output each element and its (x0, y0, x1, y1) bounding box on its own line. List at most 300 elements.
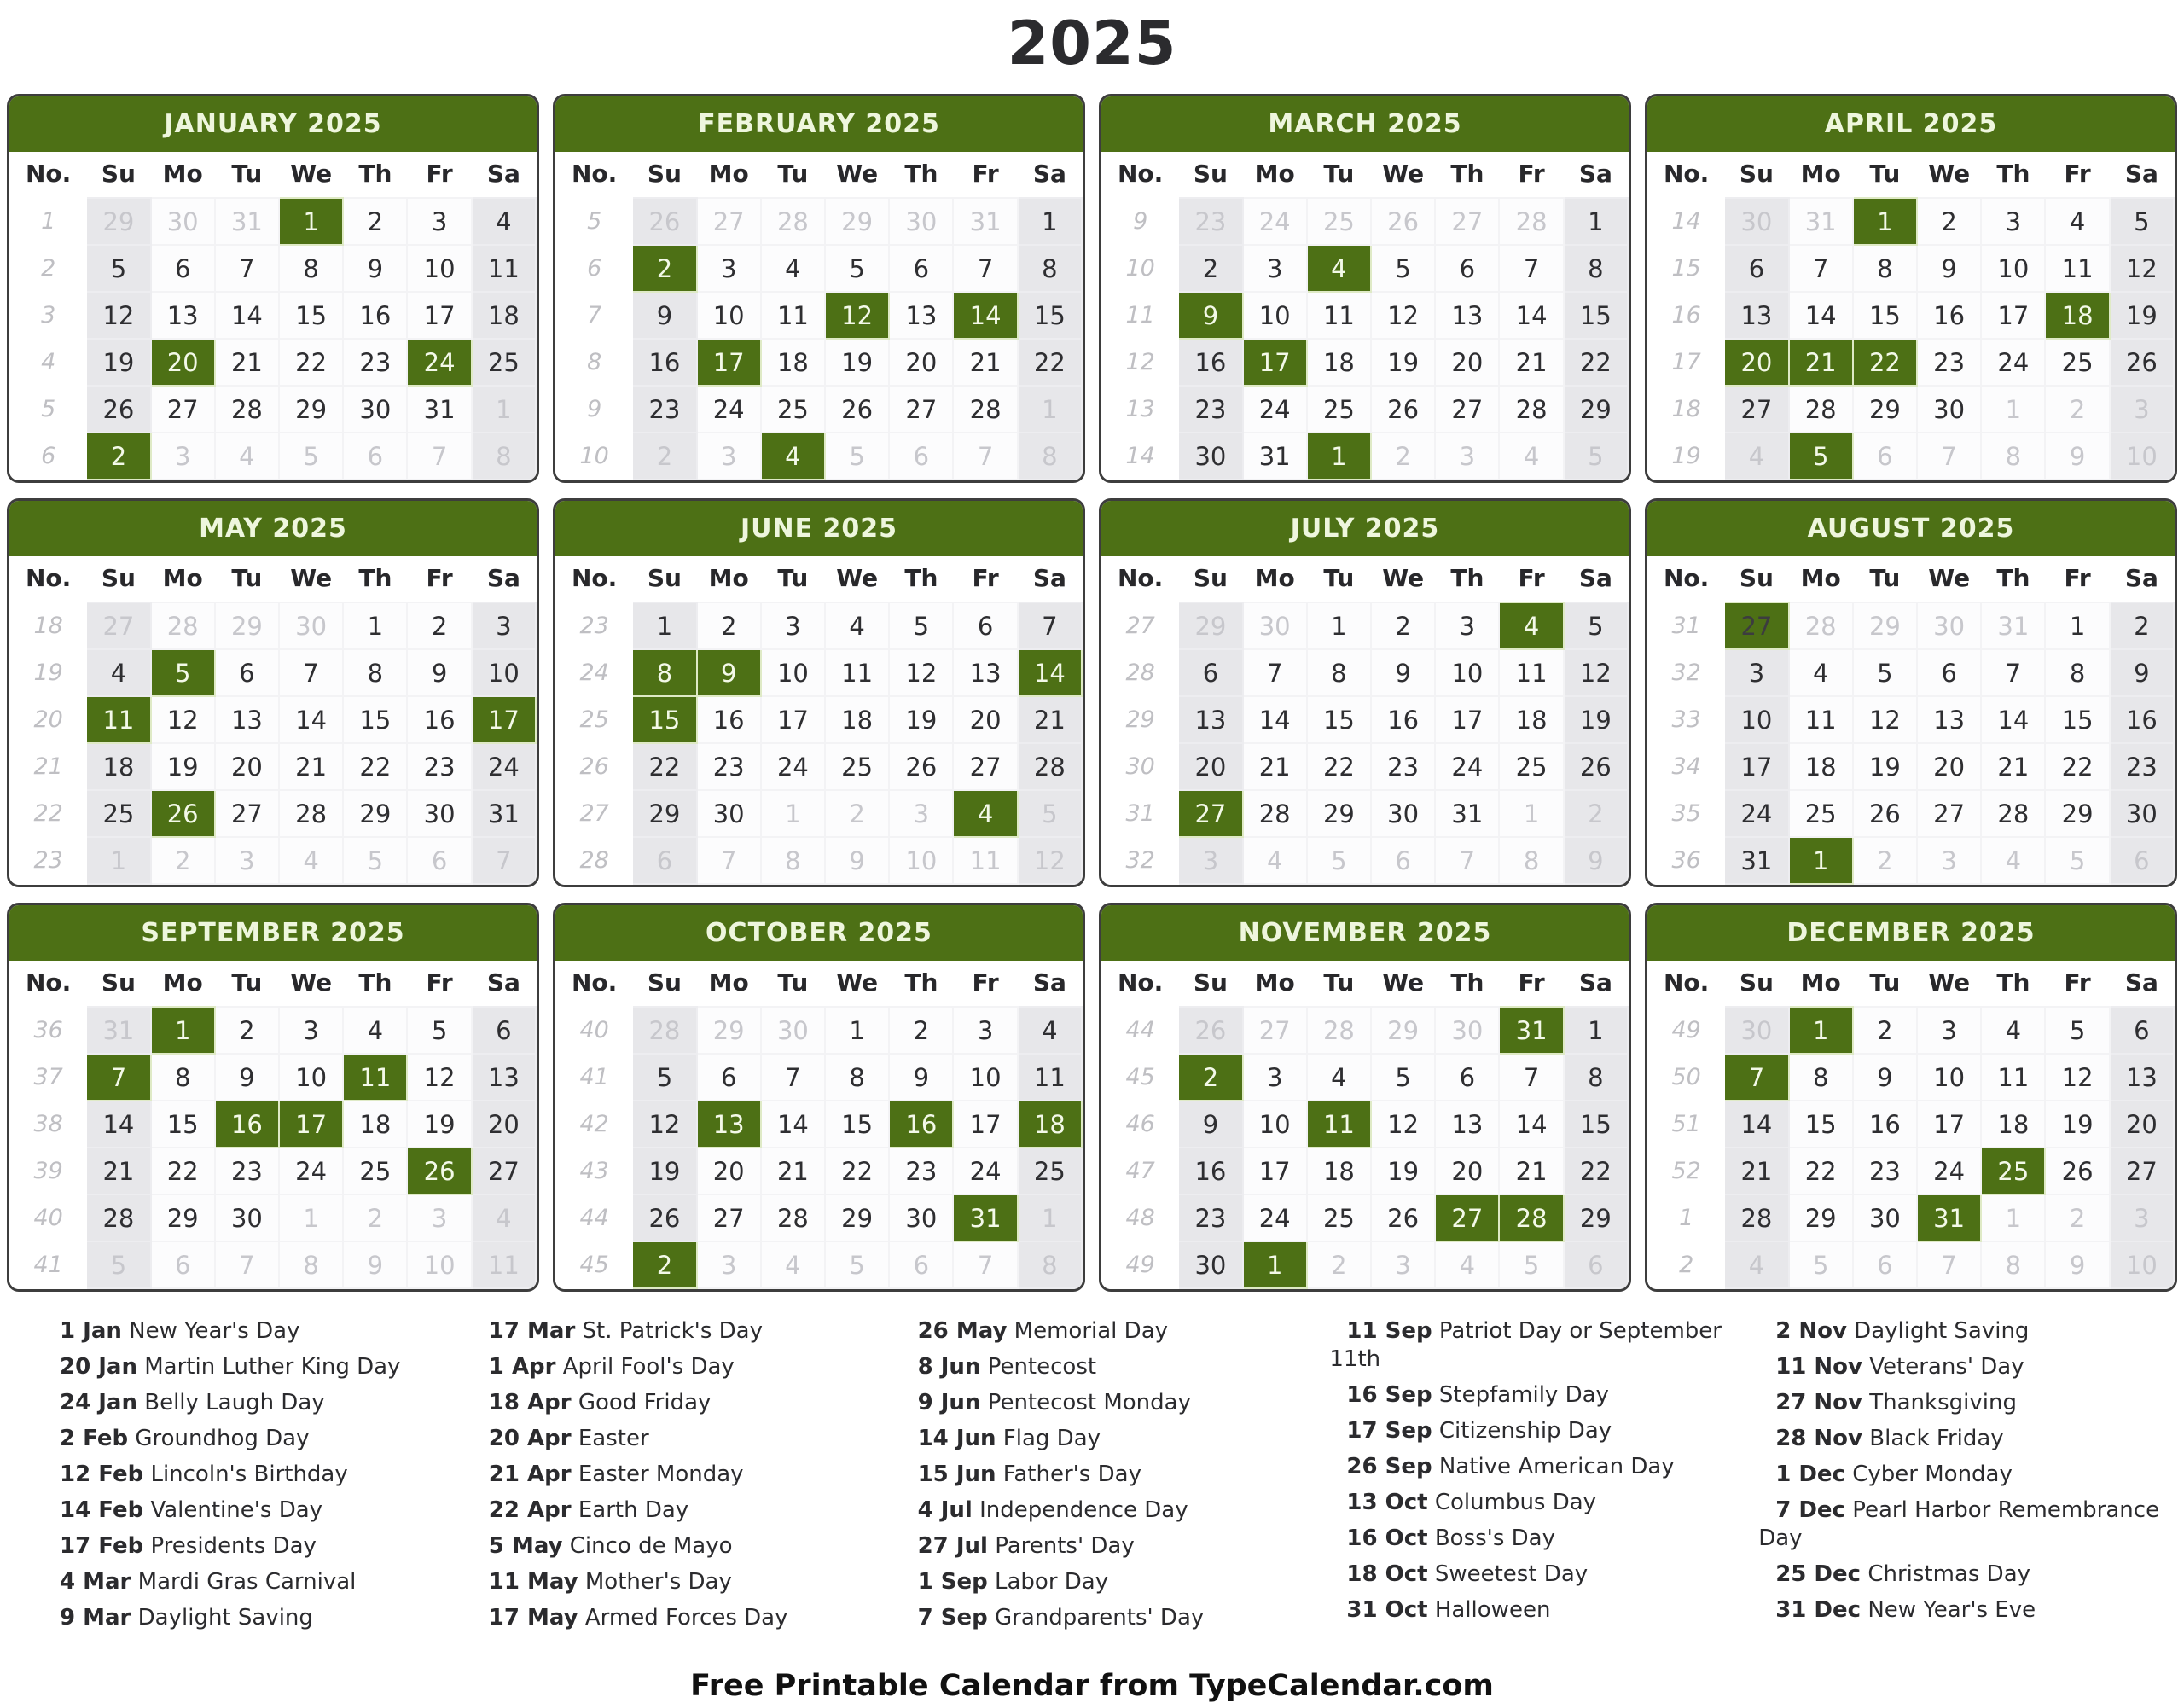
day-cell: 7 (697, 837, 761, 884)
day-header-sa: Sa (472, 556, 536, 602)
day-cell: 16 (2110, 696, 2174, 743)
day-cell: 12 (2110, 245, 2174, 292)
day-cell: 6 (1724, 245, 1788, 292)
day-cell: 3 (1243, 245, 1307, 292)
week-number: 52 (1648, 1148, 1724, 1194)
week-row (1102, 245, 1628, 292)
day-cell: 8 (151, 1054, 215, 1101)
day-cell: 6 (407, 837, 471, 884)
day-header-sa: Sa (1564, 152, 1628, 198)
day-cell: 19 (151, 743, 215, 790)
day-cell: 26 (86, 386, 150, 433)
day-header-th: Th (1981, 556, 2045, 602)
day-cell: 26 (1371, 386, 1435, 433)
day-cell: 6 (889, 433, 953, 480)
day-cell: 4 (2045, 198, 2109, 245)
day-cell: 8 (2045, 649, 2109, 696)
holiday-date: 14 Jun (917, 1426, 996, 1452)
day-cell: 2 (2045, 386, 2109, 433)
day-header-mo: Mo (697, 152, 761, 198)
week-row (10, 245, 536, 292)
day-cell: 15 (2045, 696, 2109, 743)
day-header-we: We (279, 961, 343, 1007)
day-cell: 10 (1243, 1101, 1307, 1148)
holiday-item (901, 1568, 1310, 1596)
day-cell: 20 (1178, 743, 1242, 790)
holiday-date: 1 Apr (488, 1354, 556, 1380)
day-header-sa: Sa (2110, 556, 2174, 602)
holiday-name: Christmas Day (1867, 1561, 2031, 1588)
week-number: 41 (10, 1241, 86, 1288)
week-row (1102, 339, 1628, 386)
day-cell-holiday: 18 (1018, 1101, 1082, 1148)
week-number: 23 (10, 837, 86, 884)
holiday-name: Parents' Day (995, 1533, 1135, 1560)
week-row (1102, 837, 1628, 884)
holiday-item (43, 1353, 451, 1381)
week-number: 17 (1648, 339, 1724, 386)
day-cell: 21 (215, 339, 279, 386)
day-cell: 13 (2110, 1054, 2174, 1101)
week-number: 12 (1102, 339, 1178, 386)
day-cell: 1 (1018, 198, 1082, 245)
holiday-date: 4 Jul (917, 1497, 973, 1524)
day-header-th: Th (1435, 152, 1499, 198)
day-cell: 30 (1371, 790, 1435, 837)
week-number-header: No. (556, 961, 632, 1007)
day-cell-holiday: 2 (86, 433, 150, 480)
day-cell: 1 (2045, 602, 2109, 649)
week-row (10, 743, 536, 790)
day-cell: 11 (1981, 1054, 2045, 1101)
week-number: 10 (1102, 245, 1178, 292)
week-row (1648, 837, 2174, 884)
day-header-row (556, 152, 1082, 198)
holiday-name: Columbus Day (1434, 1490, 1597, 1516)
day-cell: 13 (1178, 696, 1242, 743)
day-header-row (10, 152, 536, 198)
holiday-name: Black Friday (1869, 1426, 2004, 1452)
day-header-th: Th (1435, 961, 1499, 1007)
day-cell: 3 (407, 198, 471, 245)
day-cell: 4 (1981, 1007, 2045, 1054)
holiday-date: 17 Sep (1346, 1418, 1432, 1444)
day-header-mo: Mo (1789, 556, 1853, 602)
day-cell: 20 (1435, 1148, 1499, 1194)
day-cell: 29 (343, 790, 407, 837)
week-number: 30 (1102, 743, 1178, 790)
day-cell: 8 (279, 245, 343, 292)
day-cell: 7 (215, 1241, 279, 1288)
day-cell: 15 (1307, 696, 1371, 743)
day-cell: 19 (1564, 696, 1628, 743)
week-number: 5 (10, 386, 86, 433)
week-number: 7 (556, 292, 632, 339)
day-cell: 30 (407, 790, 471, 837)
day-cell: 14 (761, 1101, 825, 1148)
day-cell: 10 (1724, 696, 1788, 743)
day-header-tu: Tu (1307, 961, 1371, 1007)
day-cell: 27 (2110, 1148, 2174, 1194)
day-cell: 5 (1499, 1241, 1563, 1288)
day-cell: 26 (632, 198, 696, 245)
day-cell: 5 (2045, 837, 2109, 884)
week-row (556, 1054, 1082, 1101)
day-cell: 3 (472, 602, 536, 649)
day-cell-holiday: 16 (215, 1101, 279, 1148)
week-number: 11 (1102, 292, 1178, 339)
week-row (1648, 696, 2174, 743)
holiday-item (43, 1317, 451, 1346)
week-row (556, 743, 1082, 790)
day-cell: 28 (86, 1194, 150, 1241)
day-cell: 27 (1724, 386, 1788, 433)
day-cell-holiday: 14 (1018, 649, 1082, 696)
week-row (1102, 1007, 1628, 1054)
week-row (1102, 1054, 1628, 1101)
week-number: 50 (1648, 1054, 1724, 1101)
day-cell-holiday: 26 (151, 790, 215, 837)
day-cell: 9 (1564, 837, 1628, 884)
day-cell: 4 (472, 1194, 536, 1241)
day-cell: 10 (1435, 649, 1499, 696)
holiday-item (901, 1532, 1310, 1561)
week-number-header: No. (1102, 961, 1178, 1007)
day-cell: 7 (215, 245, 279, 292)
holiday-item (472, 1532, 880, 1561)
week-number-header: No. (1102, 556, 1178, 602)
month-panel-june (553, 498, 1085, 887)
day-cell: 8 (825, 1054, 889, 1101)
day-cell: 9 (632, 292, 696, 339)
day-cell: 23 (1917, 339, 1981, 386)
day-cell: 23 (1178, 198, 1242, 245)
day-cell: 17 (1981, 292, 2045, 339)
holiday-item (1758, 1353, 2167, 1381)
day-cell: 4 (1724, 1241, 1788, 1288)
day-header-row (1102, 961, 1628, 1007)
day-cell-holiday: 2 (632, 1241, 696, 1288)
week-number: 45 (556, 1241, 632, 1288)
week-row (556, 1007, 1082, 1054)
day-cell-holiday: 11 (1307, 1101, 1371, 1148)
day-cell: 6 (472, 1007, 536, 1054)
day-header-tu: Tu (761, 961, 825, 1007)
holiday-name: Belly Laugh Day (144, 1390, 325, 1416)
week-row (1648, 649, 2174, 696)
day-cell: 2 (215, 1007, 279, 1054)
month-panel-september (7, 903, 539, 1292)
day-cell: 22 (1564, 1148, 1628, 1194)
day-cell: 25 (825, 743, 889, 790)
holiday-date: 12 Feb (60, 1462, 144, 1488)
day-header-th: Th (889, 556, 953, 602)
day-cell: 24 (761, 743, 825, 790)
day-cell: 29 (1789, 1194, 1853, 1241)
day-header-sa: Sa (1564, 556, 1628, 602)
day-cell: 2 (1307, 1241, 1371, 1288)
day-cell: 18 (1307, 339, 1371, 386)
day-cell: 26 (889, 743, 953, 790)
week-number: 25 (556, 696, 632, 743)
day-header-row (1102, 152, 1628, 198)
holiday-name: Citizenship Day (1438, 1418, 1612, 1444)
day-cell: 5 (279, 433, 343, 480)
day-cell: 18 (825, 696, 889, 743)
week-number: 28 (556, 837, 632, 884)
holiday-name: April Fool's Day (562, 1354, 735, 1380)
day-cell: 21 (1499, 339, 1563, 386)
day-header-we: We (1917, 152, 1981, 198)
day-header-row (10, 556, 536, 602)
day-cell: 27 (1243, 1007, 1307, 1054)
day-cell-holiday: 31 (953, 1194, 1017, 1241)
day-cell: 5 (1371, 1054, 1435, 1101)
day-cell: 25 (86, 790, 150, 837)
day-header-su: Su (86, 961, 150, 1007)
holiday-name: Mother's Day (584, 1569, 732, 1595)
day-cell-holiday: 27 (1435, 1194, 1499, 1241)
day-header-mo: Mo (1243, 556, 1307, 602)
day-cell: 19 (407, 1101, 471, 1148)
day-cell: 13 (472, 1054, 536, 1101)
day-cell: 31 (1724, 837, 1788, 884)
day-cell: 13 (1435, 292, 1499, 339)
day-cell: 12 (2045, 1054, 2109, 1101)
holiday-item (1758, 1561, 2167, 1589)
day-cell: 8 (1564, 1054, 1628, 1101)
day-cell: 7 (1499, 245, 1563, 292)
week-number: 2 (1648, 1241, 1724, 1288)
day-header-row (556, 556, 1082, 602)
day-cell: 6 (1371, 837, 1435, 884)
day-cell: 7 (1243, 649, 1307, 696)
week-row (556, 649, 1082, 696)
holiday-name: Independence Day (979, 1497, 1188, 1524)
day-cell-holiday: 28 (1499, 1194, 1563, 1241)
week-row (1648, 1054, 2174, 1101)
month-title: FEBRUARY 2025 (555, 96, 1083, 152)
week-number: 45 (1102, 1054, 1178, 1101)
day-cell: 1 (1981, 1194, 2045, 1241)
day-cell-holiday: 5 (151, 649, 215, 696)
day-cell-holiday: 26 (407, 1148, 471, 1194)
day-cell: 6 (151, 1241, 215, 1288)
week-number: 47 (1102, 1148, 1178, 1194)
day-cell: 29 (825, 198, 889, 245)
week-number: 19 (10, 649, 86, 696)
holiday-item (901, 1425, 1310, 1453)
day-cell-holiday: 17 (697, 339, 761, 386)
day-header-th: Th (343, 152, 407, 198)
day-cell: 30 (343, 386, 407, 433)
day-header-tu: Tu (1307, 556, 1371, 602)
day-cell: 19 (632, 1148, 696, 1194)
day-cell: 30 (279, 602, 343, 649)
day-header-tu: Tu (1853, 961, 1917, 1007)
week-number: 44 (556, 1194, 632, 1241)
day-cell: 14 (279, 696, 343, 743)
holiday-date: 28 Nov (1775, 1426, 1862, 1452)
day-cell-holiday: 20 (151, 339, 215, 386)
day-header-row (1648, 152, 2174, 198)
day-cell: 27 (1435, 386, 1499, 433)
week-row (1648, 245, 2174, 292)
day-header-we: We (825, 961, 889, 1007)
day-header-fr: Fr (1499, 961, 1563, 1007)
week-number-header: No. (10, 961, 86, 1007)
holiday-name: Lincoln's Birthday (150, 1462, 348, 1488)
month-title: JANUARY 2025 (9, 96, 537, 152)
week-row (1102, 1194, 1628, 1241)
day-cell: 13 (889, 292, 953, 339)
month-panel-march (1099, 94, 1631, 483)
week-number: 15 (1648, 245, 1724, 292)
day-header-th: Th (1981, 961, 2045, 1007)
day-cell: 10 (407, 245, 471, 292)
day-cell: 27 (151, 386, 215, 433)
day-cell: 10 (697, 292, 761, 339)
holiday-date: 26 Sep (1346, 1454, 1432, 1480)
day-cell: 13 (1724, 292, 1788, 339)
holiday-name: Daylight Saving (137, 1605, 313, 1631)
day-cell: 9 (2045, 433, 2109, 480)
holiday-item (1758, 1596, 2167, 1625)
day-cell: 27 (472, 1148, 536, 1194)
day-cell: 14 (1243, 696, 1307, 743)
day-cell: 2 (151, 837, 215, 884)
week-row (10, 1054, 536, 1101)
day-header-th: Th (889, 961, 953, 1007)
day-cell: 26 (825, 386, 889, 433)
day-header-sa: Sa (1018, 961, 1082, 1007)
holiday-item (43, 1389, 451, 1417)
day-header-fr: Fr (1499, 556, 1563, 602)
day-cell: 2 (407, 602, 471, 649)
holiday-item (43, 1604, 451, 1632)
week-row (1648, 292, 2174, 339)
day-cell: 3 (151, 433, 215, 480)
month-grid (1101, 961, 1629, 1289)
day-cell: 4 (1789, 649, 1853, 696)
day-header-sa: Sa (2110, 152, 2174, 198)
week-row (1648, 339, 2174, 386)
day-cell: 8 (1018, 433, 1082, 480)
holiday-name: Easter Monday (578, 1462, 744, 1488)
day-cell: 22 (279, 339, 343, 386)
week-number: 18 (10, 602, 86, 649)
day-cell: 12 (1371, 292, 1435, 339)
day-cell: 30 (1917, 602, 1981, 649)
day-header-mo: Mo (697, 961, 761, 1007)
week-number: 36 (1648, 837, 1724, 884)
week-row (1648, 1241, 2174, 1288)
day-cell: 3 (1435, 433, 1499, 480)
day-cell: 19 (889, 696, 953, 743)
day-cell: 28 (1307, 1007, 1371, 1054)
day-cell-holiday: 1 (279, 198, 343, 245)
holiday-date: 16 Sep (1346, 1382, 1432, 1409)
day-cell: 10 (2110, 433, 2174, 480)
day-header-we: We (279, 152, 343, 198)
day-cell: 28 (1243, 790, 1307, 837)
day-cell: 23 (407, 743, 471, 790)
day-cell: 4 (825, 602, 889, 649)
day-header-tu: Tu (1307, 152, 1371, 198)
day-cell: 25 (761, 386, 825, 433)
holiday-item (43, 1425, 451, 1453)
day-cell: 12 (407, 1054, 471, 1101)
day-cell: 29 (151, 1194, 215, 1241)
week-row (10, 292, 536, 339)
day-cell: 12 (151, 696, 215, 743)
holiday-date: 16 Oct (1346, 1526, 1428, 1552)
day-cell: 19 (2045, 1101, 2109, 1148)
day-cell: 18 (1307, 1148, 1371, 1194)
day-cell: 10 (761, 649, 825, 696)
holiday-name: Labor Day (994, 1569, 1109, 1595)
day-header-th: Th (889, 152, 953, 198)
day-cell-holiday: 16 (889, 1101, 953, 1148)
day-cell-holiday: 24 (407, 339, 471, 386)
holiday-date: 7 Sep (917, 1605, 988, 1631)
day-cell: 6 (1435, 245, 1499, 292)
day-cell: 4 (761, 1241, 825, 1288)
week-number: 27 (556, 790, 632, 837)
day-cell: 4 (1018, 1007, 1082, 1054)
day-cell-holiday: 31 (1499, 1007, 1563, 1054)
day-cell: 26 (2110, 339, 2174, 386)
day-cell: 28 (215, 386, 279, 433)
week-number: 28 (1102, 649, 1178, 696)
day-cell: 28 (1724, 1194, 1788, 1241)
day-header-mo: Mo (1243, 152, 1307, 198)
day-header-we: We (1371, 961, 1435, 1007)
week-number: 44 (1102, 1007, 1178, 1054)
holiday-name: Cyber Monday (1852, 1462, 2013, 1488)
day-cell: 6 (343, 433, 407, 480)
holiday-name: Armed Forces Day (584, 1605, 788, 1631)
day-cell: 30 (1917, 386, 1981, 433)
day-cell: 4 (1724, 433, 1788, 480)
day-cell: 11 (1499, 649, 1563, 696)
day-header-su: Su (86, 152, 150, 198)
day-header-su: Su (1178, 556, 1242, 602)
week-number: 49 (1648, 1007, 1724, 1054)
day-cell: 18 (1789, 743, 1853, 790)
day-cell: 11 (472, 1241, 536, 1288)
day-cell: 2 (697, 602, 761, 649)
month-grid (555, 152, 1083, 480)
day-cell: 7 (761, 1054, 825, 1101)
holiday-date: 11 Sep (1346, 1318, 1432, 1344)
week-row (1648, 1101, 2174, 1148)
week-number: 13 (1102, 386, 1178, 433)
day-cell: 14 (1724, 1101, 1788, 1148)
week-number: 40 (556, 1007, 632, 1054)
day-cell: 13 (215, 696, 279, 743)
day-cell: 7 (1018, 602, 1082, 649)
day-cell: 14 (1789, 292, 1853, 339)
day-cell: 8 (761, 837, 825, 884)
day-cell: 21 (1243, 743, 1307, 790)
day-cell: 1 (825, 1007, 889, 1054)
day-cell: 3 (1371, 1241, 1435, 1288)
day-header-mo: Mo (697, 556, 761, 602)
day-header-tu: Tu (761, 152, 825, 198)
day-cell: 11 (1018, 1054, 1082, 1101)
day-cell: 30 (1724, 198, 1788, 245)
